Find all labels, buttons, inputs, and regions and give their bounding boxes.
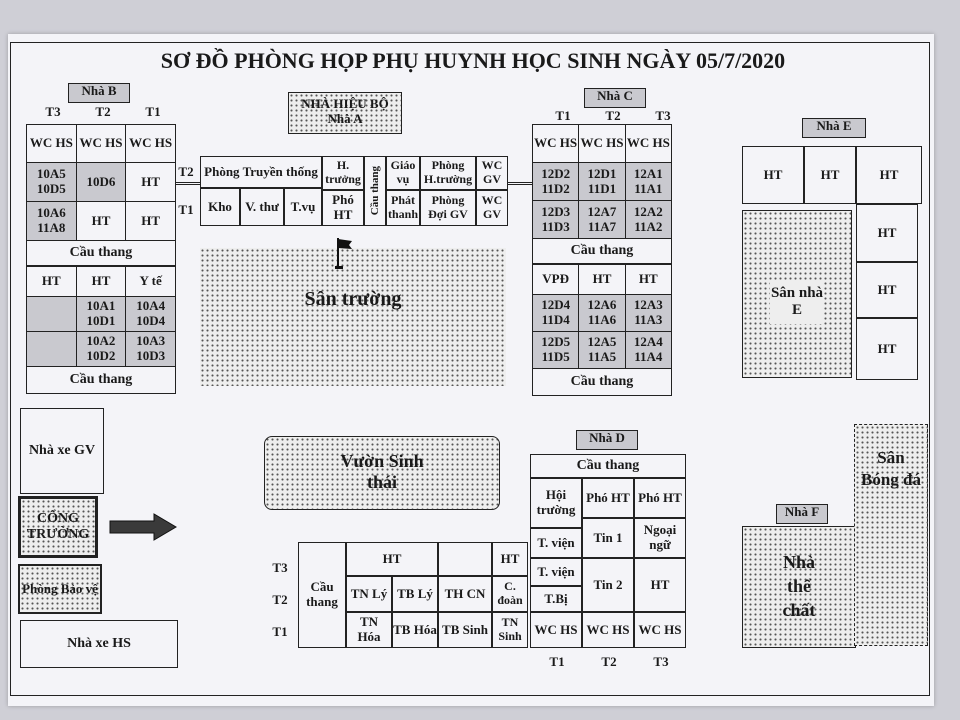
room-cell: HT [625,265,671,295]
room-kho: Kho [200,188,240,226]
room-t-bi: T.Bị [530,586,582,612]
meeting-room-cell: 12A3 11A3 [625,295,671,332]
meeting-room-cell: 12D5 11D5 [533,332,579,369]
phong-bao-ve: Phòng Bảo vệ [18,564,102,614]
nha-b-stair-2: Cầu thang [26,366,176,394]
meeting-room-cell: 10A5 10D5 [27,163,77,202]
nha-d-col-label: T1 [549,654,565,669]
connector-line [508,182,532,185]
room-cell: HT [126,163,176,202]
meeting-room-cell: 10A6 11A8 [27,202,77,241]
room-tin-1: Tin 1 [582,518,634,558]
room-pho-ht: Phó HT [582,478,634,518]
wc-cell: WC HS [533,125,579,163]
wc-cell: WC HS [582,612,634,648]
room-cell: HT [27,267,77,297]
nha-c-col-label: T3 [655,108,671,123]
nha-b-stair-1: Cầu thang [26,240,176,266]
connector-line [176,182,200,185]
nha-a-floor-label: T2 [178,164,194,179]
wc-cell: WC HS [634,612,686,648]
room-hieu-truong: H. trưởng [322,156,364,190]
meeting-room-cell: 12A6 11A6 [579,295,625,332]
meeting-room-cell: 12D3 11D3 [533,201,579,239]
wc-cell: WC HS [126,125,176,163]
nha-c-col-label: T1 [555,108,571,123]
nha-e-room: HT [856,262,918,318]
nha-f-label: Nhà F [776,504,828,524]
nha-xe-hs: Nhà xe HS [20,620,178,668]
meeting-room-cell: 12A5 11A5 [579,332,625,369]
room-t-vien: T. viện [530,558,582,586]
nha-e-room: HT [804,146,856,204]
room-van-thu: V. thư [240,188,284,226]
meeting-room-cell: 10A4 10D4 [126,297,176,332]
nha-a-label: NHÀ HIỆU BỘ Nhà A [288,92,402,134]
room-phong-truyen-thong: Phòng Truyền thống [200,156,322,188]
nha-b-lower-grid [26,266,176,367]
bottom-floor-label: T2 [272,592,288,607]
room-tn-sinh: TN Sinh [492,612,528,648]
wc-cell: WC HS [530,612,582,648]
nha-d-col-label: T3 [653,654,669,669]
meeting-room-cell: 12A1 11A1 [625,163,671,201]
nha-e-room: HT [856,204,918,262]
wc-cell: WC HS [579,125,625,163]
nha-a-floor-label: T1 [178,202,194,217]
room-wc-gv: WC GV [476,190,508,226]
bottom-stair: Cầu thang [298,542,346,648]
room-cell: HT [126,202,176,241]
flag-icon [335,236,353,270]
nha-d-stair: Cầu thang [530,454,686,478]
room-cell: HT [76,267,126,297]
nha-c-stair-2: Cầu thang [532,368,672,396]
meeting-room-cell: 12D4 11D4 [533,295,579,332]
room-tin-2: Tin 2 [582,558,634,612]
nha-d-col-label: T2 [601,654,617,669]
room-wc-gv: WC GV [476,156,508,190]
nha-xe-gv: Nhà xe GV [20,408,104,494]
arrow-right-icon [108,512,178,542]
wc-cell: WC HS [625,125,671,163]
nha-e-room: HT [856,146,922,204]
room-ht: HT [634,558,686,612]
bottom-floor-label: T3 [272,560,288,575]
meeting-room-cell: 12D2 11D2 [533,163,579,201]
meeting-room-cell [27,297,77,332]
nha-e-label: Nhà E [802,118,866,138]
map-title: SƠ ĐỒ PHÒNG HỌP PHỤ HUYNH HỌC SINH NGÀY 05/7/2020 [160,48,786,74]
san-bong-da-label: Sân Bóng đá [861,447,921,489]
room-tb-hoa: TB Hóa [392,612,438,648]
stair-label: Cầu thang [368,166,381,216]
room-giao-vu: Giáo vụ [386,156,420,190]
meeting-room-cell [27,332,77,367]
room-ngoai-ngu: Ngoại ngữ [634,518,686,558]
nha-b-col-label: T3 [45,104,61,119]
room-cell: HT [76,202,126,241]
meeting-room-cell: 12D1 11D1 [579,163,625,201]
nha-c-label: Nhà C [584,88,646,108]
room-t-vien: T. viện [530,528,582,558]
nha-a-stair [364,156,386,226]
room-phong-doi-gv: Phòng Đợi GV [420,190,476,226]
nha-d-label: Nhà D [576,430,638,450]
meeting-room-cell: 10D6 [76,163,126,202]
room-hoi-truong: Hội trường [530,478,582,528]
room-phong-ht: Phòng H.trường [420,156,476,190]
vuon-sinh-thai-label: Vườn Sinh thái [340,451,424,492]
meeting-room-cell: 12A4 11A4 [625,332,671,369]
room-tb-sinh: TB Sinh [438,612,492,648]
meeting-room-cell: 12A7 11A7 [579,201,625,239]
room-ht: HT [346,542,438,576]
bottom-floor-label: T1 [272,624,288,639]
meeting-room-cell: 10A2 10D2 [76,332,126,367]
nha-e-room: HT [856,318,918,380]
room-tn-ly: TN Lý [346,576,392,612]
nha-c-lower-grid [532,264,672,369]
nha-b-label: Nhà B [68,83,130,103]
room-c-doan: C. đoàn [492,576,528,612]
wc-cell: WC HS [27,125,77,163]
san-nha-e-label: Sân nhà E [770,280,824,324]
cong-truong: CỔNG TRƯỜNG [18,496,98,558]
map-sheet [8,34,934,706]
nha-b-col-label: T2 [95,104,111,119]
room-phat-thanh: Phát thanh [386,190,420,226]
room-th-cn: TH CN [438,576,492,612]
meeting-room-cell: 12A2 11A2 [625,201,671,239]
nha-c-upper-grid [532,124,672,239]
nha-c-col-label: T2 [605,108,621,123]
room-pho-ht: Phó HT [322,190,364,226]
room-ht: HT [492,542,528,576]
meeting-room-cell: 10A1 10D1 [76,297,126,332]
school-yard-label: Sân trường [304,287,402,310]
school-yard [200,248,506,386]
nha-e-room: HT [742,146,804,204]
nha-b-upper-grid [26,124,176,241]
meeting-room-cell: 10A3 10D3 [126,332,176,367]
nha-c-stair-1: Cầu thang [532,238,672,264]
room-pho-ht: Phó HT [634,478,686,518]
nha-the-chat-label: Nhà thể chất [782,551,816,621]
room-cell: VPĐ [533,265,579,295]
room-tb-ly: TB Lý [392,576,438,612]
room-empty [438,542,492,576]
room-cell: HT [579,265,625,295]
wc-cell: WC HS [76,125,126,163]
room-tai-vu: T.vụ [284,188,322,226]
nha-b-col-label: T1 [145,104,161,119]
room-cell: Y tế [126,267,176,297]
room-tn-hoa: TN Hóa [346,612,392,648]
